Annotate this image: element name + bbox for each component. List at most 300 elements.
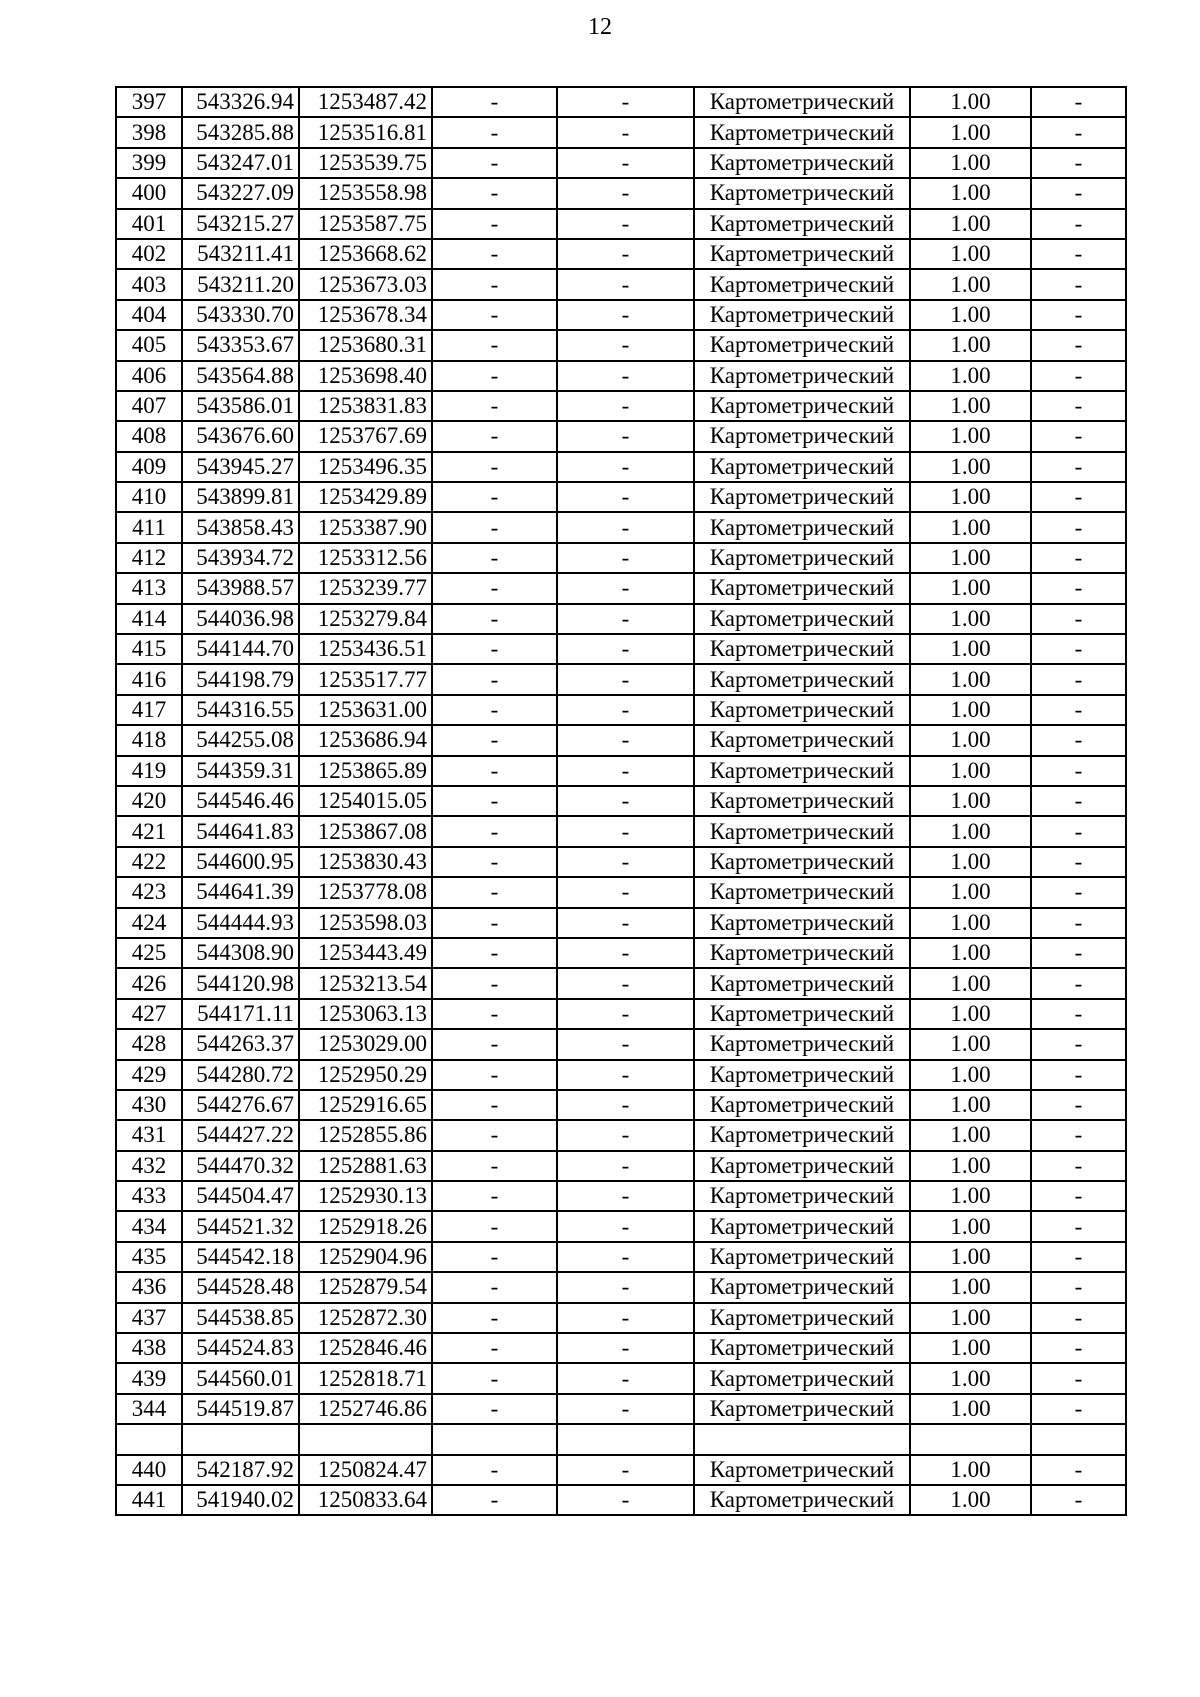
x-coordinate-cell: 544470.32 <box>182 1151 299 1181</box>
note-cell: - <box>1031 1272 1126 1302</box>
y-error-cell: - <box>557 209 694 239</box>
x-error-cell: - <box>432 391 557 421</box>
point-number-cell: 441 <box>116 1485 182 1515</box>
x-coordinate-cell: 544276.67 <box>182 1090 299 1120</box>
note-cell: - <box>1031 968 1126 998</box>
x-coordinate-cell: 544120.98 <box>182 968 299 998</box>
y-error-cell: - <box>557 847 694 877</box>
y-coordinate-cell: 1252855.86 <box>299 1120 432 1150</box>
x-coordinate-cell: 544308.90 <box>182 938 299 968</box>
x-error-cell: - <box>432 1272 557 1302</box>
note-cell: - <box>1031 695 1126 725</box>
y-coordinate-cell: 1253436.51 <box>299 634 432 664</box>
y-coordinate-cell: 1253778.08 <box>299 877 432 907</box>
point-number-cell: 436 <box>116 1272 182 1302</box>
method-cell: Картометрический <box>694 148 910 178</box>
accuracy-cell: 1.00 <box>910 1060 1031 1090</box>
y-coordinate-cell: 1253558.98 <box>299 178 432 208</box>
y-coordinate-cell: 1252950.29 <box>299 1060 432 1090</box>
x-coordinate-cell: 544427.22 <box>182 1120 299 1150</box>
accuracy-cell: 1.00 <box>910 300 1031 330</box>
x-coordinate-cell: 544521.32 <box>182 1211 299 1241</box>
x-error-cell: - <box>432 1485 557 1515</box>
y-error-cell: - <box>557 1211 694 1241</box>
method-cell: Картометрический <box>694 482 910 512</box>
y-error-cell: - <box>557 877 694 907</box>
method-cell: Картометрический <box>694 1485 910 1515</box>
y-coordinate-cell: 1250833.64 <box>299 1485 432 1515</box>
table-row <box>116 391 1126 421</box>
x-coordinate-cell: 544504.47 <box>182 1181 299 1211</box>
y-coordinate-cell: 1253487.42 <box>299 87 432 117</box>
x-coordinate-cell: 542187.92 <box>182 1455 299 1485</box>
point-number-cell: 433 <box>116 1181 182 1211</box>
x-coordinate-cell: 544280.72 <box>182 1060 299 1090</box>
x-coordinate-cell: 543211.41 <box>182 239 299 269</box>
note-cell: - <box>1031 756 1126 786</box>
table-row <box>116 908 1126 938</box>
table-row <box>116 634 1126 664</box>
point-number-cell: 409 <box>116 452 182 482</box>
table-row <box>116 756 1126 786</box>
accuracy-cell: 1.00 <box>910 1120 1031 1150</box>
table-row <box>116 664 1126 694</box>
point-number-cell: 407 <box>116 391 182 421</box>
point-number-cell: 401 <box>116 209 182 239</box>
y-error-cell: - <box>557 1060 694 1090</box>
x-coordinate-cell: 544144.70 <box>182 634 299 664</box>
table-row <box>116 604 1126 634</box>
point-number-cell: 397 <box>116 87 182 117</box>
table-row <box>116 573 1126 603</box>
y-error-cell: - <box>557 148 694 178</box>
x-error-cell: - <box>432 999 557 1029</box>
accuracy-cell: 1.00 <box>910 239 1031 269</box>
y-coordinate-cell: 1253312.56 <box>299 543 432 573</box>
method-cell: Картометрический <box>694 421 910 451</box>
table-row <box>116 847 1126 877</box>
y-coordinate-cell: 1252818.71 <box>299 1363 432 1393</box>
x-coordinate-cell: 543285.88 <box>182 117 299 147</box>
point-number-cell: 406 <box>116 361 182 391</box>
y-error-cell: - <box>557 634 694 664</box>
x-coordinate-cell: 543247.01 <box>182 148 299 178</box>
point-number-cell: 421 <box>116 816 182 846</box>
table-row <box>116 209 1126 239</box>
point-number-cell: 439 <box>116 1363 182 1393</box>
accuracy-cell: 1.00 <box>910 664 1031 694</box>
accuracy-cell: 1.00 <box>910 391 1031 421</box>
point-number-cell: 404 <box>116 300 182 330</box>
note-cell: - <box>1031 877 1126 907</box>
y-coordinate-cell: 1253680.31 <box>299 330 432 360</box>
accuracy-cell: 1.00 <box>910 1272 1031 1302</box>
note-cell: - <box>1031 330 1126 360</box>
y-coordinate-cell: 1253539.75 <box>299 148 432 178</box>
x-error-cell: - <box>432 573 557 603</box>
x-error-cell: - <box>432 482 557 512</box>
method-cell: Картометрический <box>694 1181 910 1211</box>
y-coordinate-cell: 1253029.00 <box>299 1029 432 1059</box>
accuracy-cell: 1.00 <box>910 573 1031 603</box>
note-cell: - <box>1031 148 1126 178</box>
x-coordinate-cell: 544546.46 <box>182 786 299 816</box>
x-error-cell: - <box>432 786 557 816</box>
point-number-cell: 413 <box>116 573 182 603</box>
y-coordinate-cell: 1253387.90 <box>299 512 432 542</box>
point-number-cell: 428 <box>116 1029 182 1059</box>
y-coordinate-cell: 1253587.75 <box>299 209 432 239</box>
x-error-cell: - <box>432 1303 557 1333</box>
y-error-cell: - <box>557 391 694 421</box>
x-coordinate-cell: 544171.11 <box>182 999 299 1029</box>
x-error-cell: - <box>432 452 557 482</box>
table-row <box>116 1060 1126 1090</box>
method-cell: Картометрический <box>694 999 910 1029</box>
method-cell: Картометрический <box>694 908 910 938</box>
x-error-cell: - <box>432 634 557 664</box>
note-cell: - <box>1031 725 1126 755</box>
x-coordinate-cell: 544263.37 <box>182 1029 299 1059</box>
y-coordinate-cell: 1253867.08 <box>299 816 432 846</box>
y-coordinate-cell: 1253698.40 <box>299 361 432 391</box>
table-row <box>116 938 1126 968</box>
y-error-cell: - <box>557 664 694 694</box>
point-number-cell: 440 <box>116 1455 182 1485</box>
accuracy-cell: 1.00 <box>910 1090 1031 1120</box>
y-error-cell: - <box>557 938 694 968</box>
y-coordinate-cell: 1253631.00 <box>299 695 432 725</box>
note-cell: - <box>1031 938 1126 968</box>
point-number-cell: 411 <box>116 512 182 542</box>
accuracy-cell: 1.00 <box>910 148 1031 178</box>
table-row <box>116 1151 1126 1181</box>
x-coordinate-cell: 543353.67 <box>182 330 299 360</box>
accuracy-cell: 1.00 <box>910 1151 1031 1181</box>
x-error-cell: - <box>432 148 557 178</box>
point-number-cell: 419 <box>116 756 182 786</box>
table-row <box>116 695 1126 725</box>
table-row <box>116 239 1126 269</box>
table-row <box>116 1485 1126 1515</box>
x-error-cell: - <box>432 695 557 725</box>
x-coordinate-cell <box>182 1424 299 1454</box>
method-cell: Картометрический <box>694 816 910 846</box>
table-row <box>116 1455 1126 1485</box>
accuracy-cell: 1.00 <box>910 1455 1031 1485</box>
x-error-cell: - <box>432 361 557 391</box>
y-error-cell: - <box>557 786 694 816</box>
y-coordinate-cell: 1253830.43 <box>299 847 432 877</box>
accuracy-cell: 1.00 <box>910 968 1031 998</box>
x-coordinate-cell: 544542.18 <box>182 1242 299 1272</box>
y-error-cell: - <box>557 239 694 269</box>
point-number-cell: 405 <box>116 330 182 360</box>
point-number-cell: 437 <box>116 1303 182 1333</box>
x-error-cell: - <box>432 87 557 117</box>
x-coordinate-cell: 543326.94 <box>182 87 299 117</box>
accuracy-cell <box>910 1424 1031 1454</box>
y-error-cell: - <box>557 452 694 482</box>
note-cell: - <box>1031 786 1126 816</box>
accuracy-cell: 1.00 <box>910 1242 1031 1272</box>
note-cell: - <box>1031 209 1126 239</box>
x-error-cell: - <box>432 1151 557 1181</box>
note-cell: - <box>1031 1455 1126 1485</box>
table-row <box>116 1029 1126 1059</box>
x-coordinate-cell: 543899.81 <box>182 482 299 512</box>
x-coordinate-cell: 541940.02 <box>182 1485 299 1515</box>
accuracy-cell: 1.00 <box>910 816 1031 846</box>
point-number-cell: 408 <box>116 421 182 451</box>
note-cell: - <box>1031 1120 1126 1150</box>
table-row <box>116 452 1126 482</box>
accuracy-cell: 1.00 <box>910 512 1031 542</box>
table-row <box>116 816 1126 846</box>
accuracy-cell: 1.00 <box>910 1303 1031 1333</box>
note-cell: - <box>1031 1303 1126 1333</box>
x-coordinate-cell: 543676.60 <box>182 421 299 451</box>
table-row <box>116 148 1126 178</box>
method-cell: Картометрический <box>694 968 910 998</box>
accuracy-cell: 1.00 <box>910 756 1031 786</box>
y-error-cell: - <box>557 117 694 147</box>
y-coordinate-cell: 1252930.13 <box>299 1181 432 1211</box>
x-error-cell: - <box>432 968 557 998</box>
x-error-cell: - <box>432 938 557 968</box>
y-error-cell: - <box>557 968 694 998</box>
point-number-cell: 402 <box>116 239 182 269</box>
y-error-cell: - <box>557 1090 694 1120</box>
method-cell: Картометрический <box>694 1120 910 1150</box>
point-number-cell: 422 <box>116 847 182 877</box>
note-cell: - <box>1031 361 1126 391</box>
accuracy-cell: 1.00 <box>910 178 1031 208</box>
y-error-cell: - <box>557 725 694 755</box>
note-cell: - <box>1031 634 1126 664</box>
x-error-cell: - <box>432 908 557 938</box>
accuracy-cell: 1.00 <box>910 1394 1031 1424</box>
note-cell <box>1031 1424 1126 1454</box>
point-number-cell: 424 <box>116 908 182 938</box>
x-error-cell: - <box>432 330 557 360</box>
y-error-cell: - <box>557 1363 694 1393</box>
y-coordinate-cell: 1253668.62 <box>299 239 432 269</box>
accuracy-cell: 1.00 <box>910 1333 1031 1363</box>
method-cell: Картометрический <box>694 695 910 725</box>
y-coordinate-cell: 1253239.77 <box>299 573 432 603</box>
x-coordinate-cell: 544524.83 <box>182 1333 299 1363</box>
note-cell: - <box>1031 178 1126 208</box>
x-coordinate-cell: 544359.31 <box>182 756 299 786</box>
y-error-cell: - <box>557 361 694 391</box>
table-row <box>116 877 1126 907</box>
y-coordinate-cell: 1253673.03 <box>299 269 432 299</box>
y-coordinate-cell: 1253496.35 <box>299 452 432 482</box>
method-cell: Картометрический <box>694 1242 910 1272</box>
x-error-cell: - <box>432 877 557 907</box>
method-cell: Картометрический <box>694 1060 910 1090</box>
note-cell: - <box>1031 482 1126 512</box>
accuracy-cell: 1.00 <box>910 938 1031 968</box>
y-error-cell: - <box>557 1242 694 1272</box>
point-number-cell: 435 <box>116 1242 182 1272</box>
point-number-cell: 432 <box>116 1151 182 1181</box>
point-number-cell: 420 <box>116 786 182 816</box>
accuracy-cell: 1.00 <box>910 1029 1031 1059</box>
y-coordinate-cell: 1252904.96 <box>299 1242 432 1272</box>
table-row <box>116 968 1126 998</box>
method-cell: Картометрический <box>694 1151 910 1181</box>
y-coordinate-cell: 1252872.30 <box>299 1303 432 1333</box>
y-error-cell: - <box>557 1029 694 1059</box>
x-error-cell: - <box>432 1242 557 1272</box>
table-row <box>116 87 1126 117</box>
table-row <box>116 178 1126 208</box>
method-cell: Картометрический <box>694 87 910 117</box>
y-coordinate-cell: 1253865.89 <box>299 756 432 786</box>
accuracy-cell: 1.00 <box>910 421 1031 451</box>
note-cell: - <box>1031 1181 1126 1211</box>
x-coordinate-cell: 544198.79 <box>182 664 299 694</box>
note-cell: - <box>1031 1242 1126 1272</box>
x-error-cell: - <box>432 178 557 208</box>
note-cell: - <box>1031 847 1126 877</box>
x-coordinate-cell: 543211.20 <box>182 269 299 299</box>
y-coordinate-cell: 1253516.81 <box>299 117 432 147</box>
accuracy-cell: 1.00 <box>910 87 1031 117</box>
table-row <box>116 1363 1126 1393</box>
table-body <box>116 87 1126 1515</box>
accuracy-cell: 1.00 <box>910 1485 1031 1515</box>
method-cell: Картометрический <box>694 1272 910 1302</box>
x-coordinate-cell: 543215.27 <box>182 209 299 239</box>
y-coordinate-cell: 1253767.69 <box>299 421 432 451</box>
table-row <box>116 1120 1126 1150</box>
y-error-cell: - <box>557 1151 694 1181</box>
y-coordinate-cell: 1253686.94 <box>299 725 432 755</box>
y-error-cell: - <box>557 269 694 299</box>
x-error-cell: - <box>432 543 557 573</box>
y-coordinate-cell: 1253678.34 <box>299 300 432 330</box>
accuracy-cell: 1.00 <box>910 634 1031 664</box>
y-coordinate-cell: 1253443.49 <box>299 938 432 968</box>
point-number-cell: 438 <box>116 1333 182 1363</box>
note-cell: - <box>1031 1151 1126 1181</box>
method-cell: Картометрический <box>694 604 910 634</box>
table-row <box>116 999 1126 1029</box>
y-coordinate-cell: 1252746.86 <box>299 1394 432 1424</box>
table-row <box>116 117 1126 147</box>
table-row <box>116 1211 1126 1241</box>
note-cell: - <box>1031 1090 1126 1120</box>
point-number-cell: 400 <box>116 178 182 208</box>
y-coordinate-cell: 1253598.03 <box>299 908 432 938</box>
x-coordinate-cell: 544528.48 <box>182 1272 299 1302</box>
method-cell: Картометрический <box>694 1029 910 1059</box>
x-coordinate-cell: 543227.09 <box>182 178 299 208</box>
point-number-cell: 426 <box>116 968 182 998</box>
accuracy-cell: 1.00 <box>910 786 1031 816</box>
point-number-cell: 410 <box>116 482 182 512</box>
method-cell: Картометрический <box>694 877 910 907</box>
x-error-cell <box>432 1424 557 1454</box>
accuracy-cell: 1.00 <box>910 1211 1031 1241</box>
note-cell: - <box>1031 1060 1126 1090</box>
point-number-cell: 344 <box>116 1394 182 1424</box>
y-coordinate-cell: 1252846.46 <box>299 1333 432 1363</box>
x-error-cell: - <box>432 209 557 239</box>
note-cell: - <box>1031 452 1126 482</box>
y-error-cell: - <box>557 604 694 634</box>
table-row <box>116 330 1126 360</box>
note-cell: - <box>1031 664 1126 694</box>
accuracy-cell: 1.00 <box>910 725 1031 755</box>
note-cell: - <box>1031 999 1126 1029</box>
x-error-cell: - <box>432 300 557 330</box>
y-error-cell: - <box>557 512 694 542</box>
y-error-cell: - <box>557 1394 694 1424</box>
table-row <box>116 1272 1126 1302</box>
x-coordinate-cell: 544036.98 <box>182 604 299 634</box>
table-row <box>116 786 1126 816</box>
x-error-cell: - <box>432 512 557 542</box>
page-number: 12 <box>588 14 612 40</box>
table-row <box>116 1181 1126 1211</box>
y-coordinate-cell: 1253213.54 <box>299 968 432 998</box>
coordinates-table <box>115 86 1127 1516</box>
y-error-cell: - <box>557 756 694 786</box>
note-cell: - <box>1031 1211 1126 1241</box>
x-error-cell: - <box>432 239 557 269</box>
method-cell: Картометрический <box>694 361 910 391</box>
accuracy-cell: 1.00 <box>910 269 1031 299</box>
table-row <box>116 361 1126 391</box>
note-cell: - <box>1031 421 1126 451</box>
method-cell <box>694 1424 910 1454</box>
y-error-cell: - <box>557 816 694 846</box>
y-coordinate-cell <box>299 1424 432 1454</box>
note-cell: - <box>1031 573 1126 603</box>
x-error-cell: - <box>432 421 557 451</box>
y-error-cell: - <box>557 543 694 573</box>
y-error-cell: - <box>557 908 694 938</box>
note-cell: - <box>1031 239 1126 269</box>
method-cell: Картометрический <box>694 178 910 208</box>
table-row <box>116 421 1126 451</box>
point-number-cell: 434 <box>116 1211 182 1241</box>
x-coordinate-cell: 544538.85 <box>182 1303 299 1333</box>
accuracy-cell: 1.00 <box>910 604 1031 634</box>
y-coordinate-cell: 1253429.89 <box>299 482 432 512</box>
x-error-cell: - <box>432 847 557 877</box>
table-row <box>116 1394 1126 1424</box>
note-cell: - <box>1031 816 1126 846</box>
method-cell: Картометрический <box>694 543 910 573</box>
note-cell: - <box>1031 300 1126 330</box>
method-cell: Картометрический <box>694 330 910 360</box>
accuracy-cell: 1.00 <box>910 1363 1031 1393</box>
note-cell: - <box>1031 1394 1126 1424</box>
y-error-cell: - <box>557 1333 694 1363</box>
accuracy-cell: 1.00 <box>910 908 1031 938</box>
x-coordinate-cell: 544444.93 <box>182 908 299 938</box>
method-cell: Картометрический <box>694 634 910 664</box>
method-cell: Картометрический <box>694 1455 910 1485</box>
point-number-cell: 423 <box>116 877 182 907</box>
x-error-cell: - <box>432 1060 557 1090</box>
method-cell: Картометрический <box>694 391 910 421</box>
